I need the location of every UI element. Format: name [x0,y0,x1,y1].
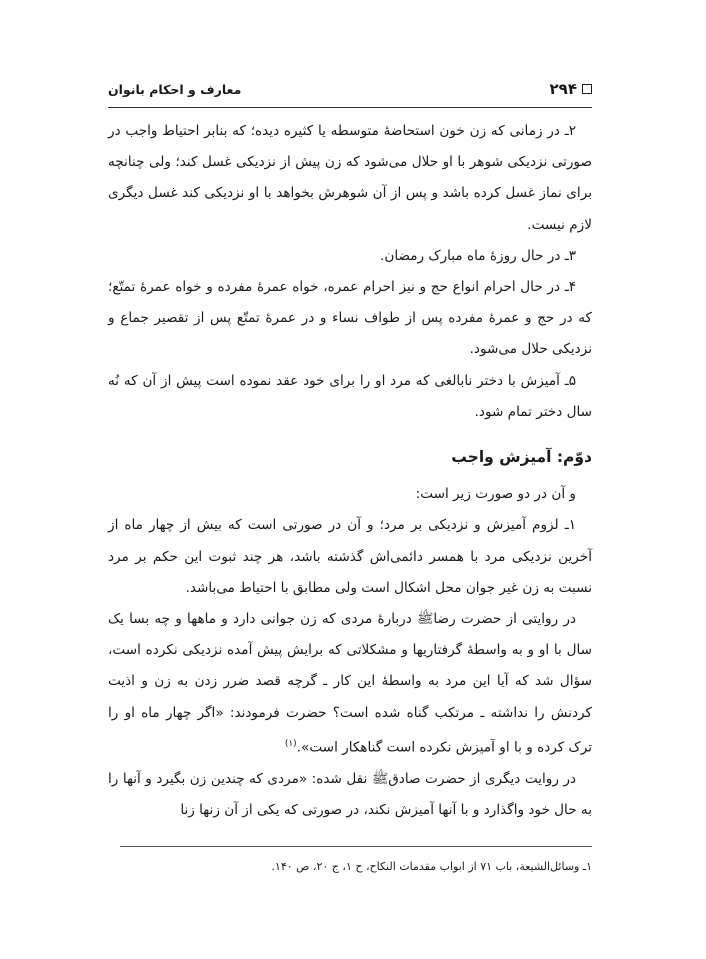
paragraph: در روایت دیگری از حضرت صادقﷺ نقل شده: «مردی که چندین زن بگیرد و آنها را به حال خود واگذارد و با آنها آمیزش نکند، در صورتی که یکی از آن زنها زنا [108,770,592,818]
square-bullet-icon [582,84,592,94]
header-divider [108,107,592,108]
paragraph: و آن در دو صورت زیر است: [415,486,576,503]
paragraph [108,604,592,764]
main-text [108,116,592,826]
footnote: ۱ـ وسائل‌الشیعة، باب ۷۱ از ابواب مقدمات النکاح، ح ۱، ج ۲۰، ص ۱۴۰. [271,860,592,873]
page-number-block [550,80,592,98]
section-heading: دوّم: آمیزش واجب [451,448,592,467]
paragraph: ۱ـ لزوم آمیزش و نزدیکی بر مرد؛ و آن در صورتی است که بیش از چهار ماه از آخرین نزدیکی مرد با همسر دائمی‌اش گذشته باشد، هر چند ثبوت این حکم بر مرد نسبت به زن غیر جوان محل اشکال است ولی مطابق با احتیاط می‌باشد. [108,517,592,596]
paragraph: ۴ـ در حال احرام انواع حج و نیز احرام عمره، خواه عمرهٔ مفرده و خواه عمرهٔ تمتّع؛ که در حج و عمرهٔ مفرده پس از طواف نساء و در عمرهٔ تمتّع پس از تقصیر جماع و نزدیکی حلال می‌شود. [108,279,592,358]
paragraph-text: در روایتی از حضرت رضاﷺ دربارهٔ مردی که زن جوانی دارد و ماهها و چه بسا یک سال با او و به واسطهٔ گرفتاریها و مشکلاتی که برایش پیش آمده نزدیکی نکرده است، سؤال شد که آیا این مرد به واسطهٔ این کار ـ گرچه قصد ضرر زدن به زن و اذیت کردنش را نداشته ـ مرتکب گناه شده است؟ حضرت فرمودند: «اگر چهار ماه او را ترک کرده و با او آمیزش نکرده است گناهکار است». [108,611,592,756]
paragraph: ۵ـ آمیزش با دختر نابالغی که مرد او را برای خود عقد نموده است پیش از آن که نُه سال دختر تمام شود. [108,372,592,420]
footnote-divider [120,846,592,847]
paragraph: ۳ـ در حال روزهٔ ماه مبارک رمضان. [380,247,576,264]
paragraph: ۲ـ در زمانی که زن خون استحاضهٔ متوسطه یا کثیره دیده؛ که بنابر احتیاط واجب در صورتی نزدیکی شوهر با او حلال می‌شود که زن پیش از نزدیکی غسل کند؛ ولی چنانچه برای نماز غسل کرده باشد و پس از آن شوهرش بخواهد با او نزدیکی کند غسل دیگری لازم نیست. [108,123,592,233]
running-title: معارف و احکام بانوان [108,82,242,97]
footnote-marker: (۱) [284,738,297,749]
page-header [108,80,592,104]
page-number: ۲۹۴ [549,80,577,98]
